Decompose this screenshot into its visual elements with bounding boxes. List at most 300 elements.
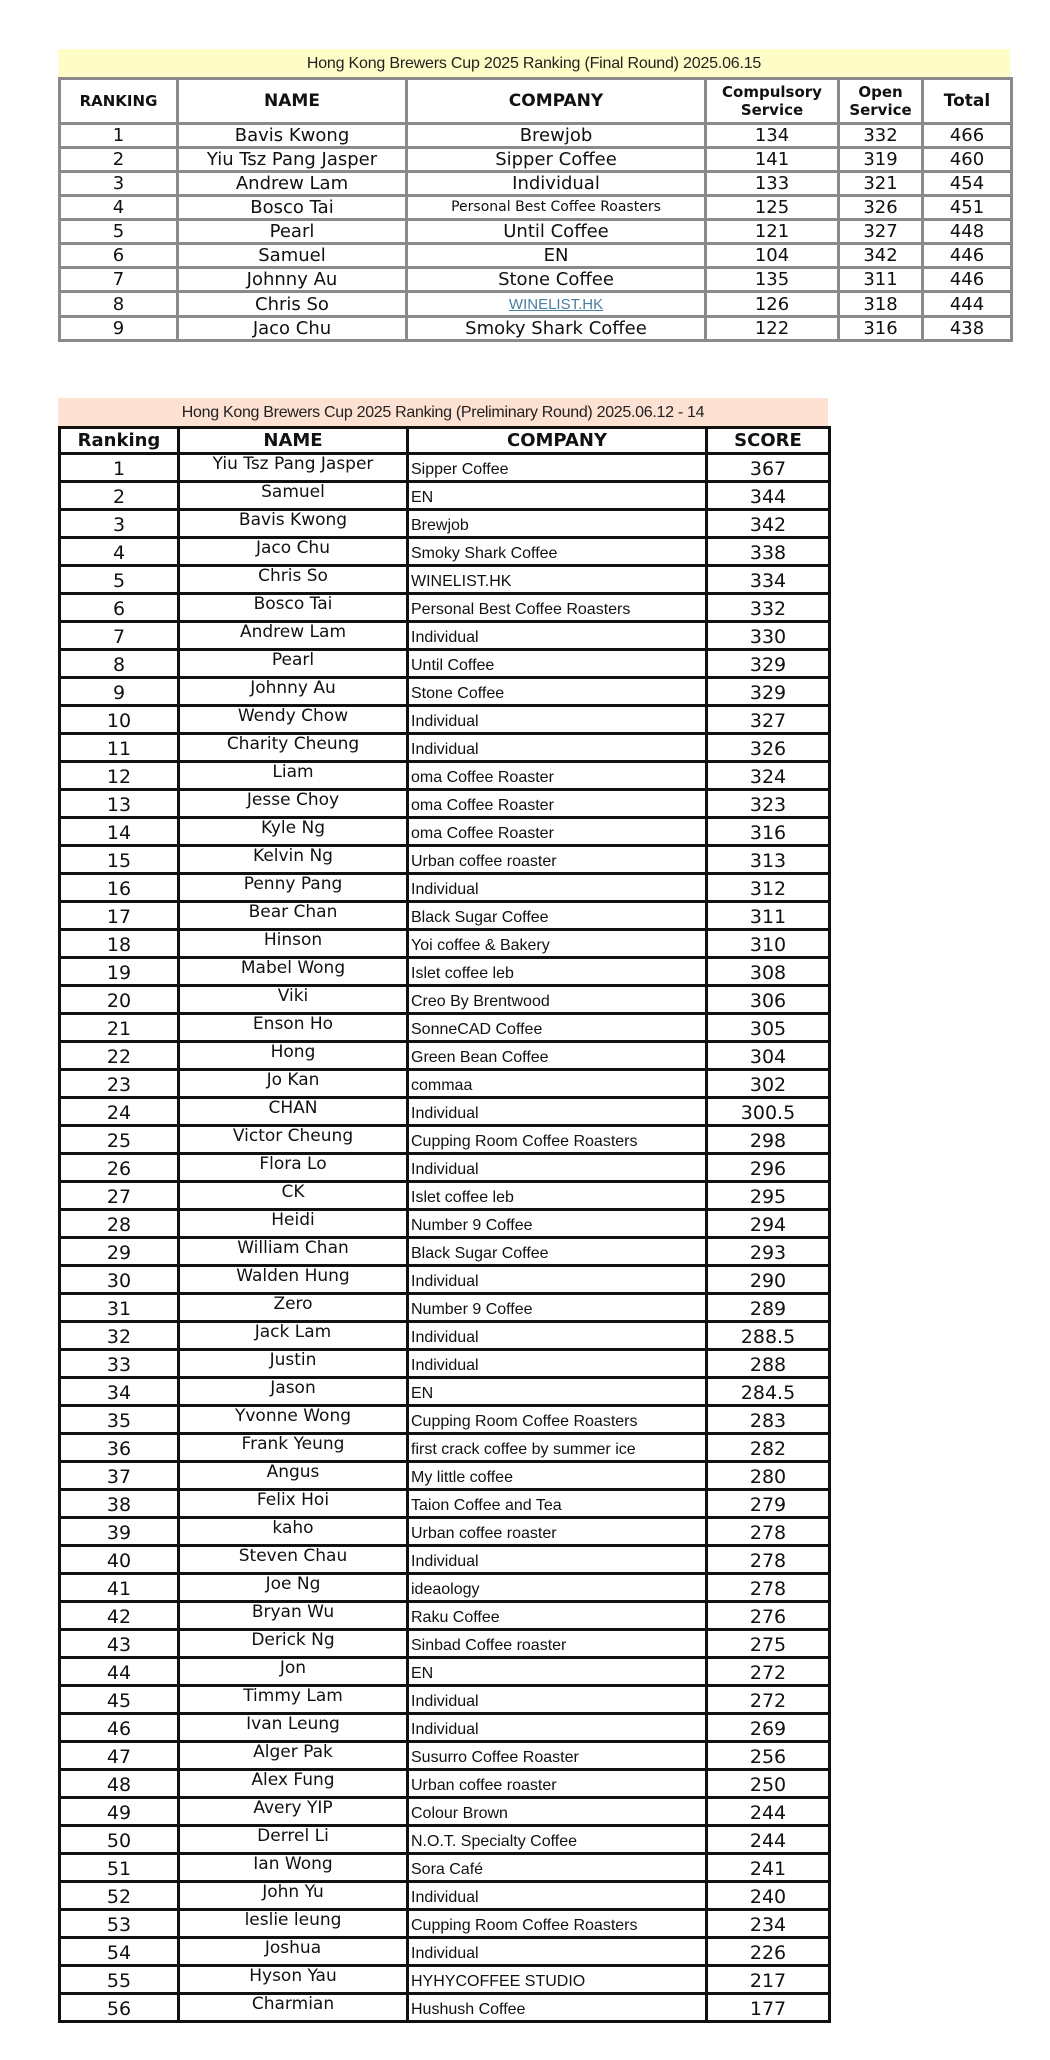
name-cell: Chris So [179, 566, 408, 594]
rank-cell: 5 [60, 220, 178, 244]
name-cell: Avery YIP [179, 1798, 408, 1826]
table-row [60, 268, 1012, 292]
total-score-cell: 446 [923, 268, 1012, 292]
rank-cell: 50 [60, 1826, 179, 1854]
name-cell: Wendy Chow [179, 706, 408, 734]
rank-cell: 48 [60, 1770, 179, 1798]
table-row [60, 1294, 830, 1322]
rank-cell: 27 [60, 1182, 179, 1210]
preliminary-round-body [60, 454, 830, 2022]
rank-cell: 45 [60, 1686, 179, 1714]
name-cell: Hyson Yau [179, 1966, 408, 1994]
rank-cell: 7 [60, 268, 178, 292]
name-cell: Timmy Lam [179, 1686, 408, 1714]
score-cell: 276 [707, 1602, 830, 1630]
compulsory-score-cell: 135 [706, 268, 839, 292]
table-row [60, 762, 830, 790]
company-cell: first crack coffee by summer ice [408, 1434, 707, 1462]
table-row [60, 1070, 830, 1098]
name-cell: Kyle Ng [179, 818, 408, 846]
company-cell: Individual [408, 1938, 707, 1966]
score-cell: 278 [707, 1518, 830, 1546]
table-row [60, 482, 830, 510]
rank-cell: 13 [60, 790, 179, 818]
table-row [60, 1854, 830, 1882]
company-cell: EN [408, 1378, 707, 1406]
table-row [60, 1882, 830, 1910]
company-cell: Cupping Room Coffee Roasters [408, 1126, 707, 1154]
score-cell: 310 [707, 930, 830, 958]
table-row [60, 1798, 830, 1826]
rank-cell: 14 [60, 818, 179, 846]
rank-cell: 3 [60, 510, 179, 538]
rank-cell: 6 [60, 594, 179, 622]
score-cell: 329 [707, 678, 830, 706]
table-row [60, 510, 830, 538]
score-cell: 272 [707, 1686, 830, 1714]
header-score: SCORE [707, 428, 830, 454]
score-cell: 217 [707, 1966, 830, 1994]
company-cell: ideaology [408, 1574, 707, 1602]
name-cell: Charmian [179, 1994, 408, 2022]
company-cell: Until Coffee [408, 650, 707, 678]
company-cell [407, 292, 706, 317]
rank-cell: 43 [60, 1630, 179, 1658]
score-cell: 332 [707, 594, 830, 622]
table-row [60, 1406, 830, 1434]
header-compulsory-line1: Compulsory [722, 83, 822, 101]
company-cell: Hushush Coffee [408, 1994, 707, 2022]
rank-cell: 53 [60, 1910, 179, 1938]
name-cell: Johnny Au [178, 268, 407, 292]
name-cell: Pearl [178, 220, 407, 244]
company-cell: Personal Best Coffee Roasters [408, 594, 707, 622]
table-row [60, 734, 830, 762]
open-score-cell: 319 [839, 148, 923, 172]
company-cell: EN [408, 1658, 707, 1686]
name-cell: Joshua [179, 1938, 408, 1966]
rank-cell: 25 [60, 1126, 179, 1154]
score-cell: 288 [707, 1350, 830, 1378]
open-score-cell: 332 [839, 124, 923, 148]
preliminary-round-title: Hong Kong Brewers Cup 2025 Ranking (Preliminary Round) 2025.06.12 - 14 [58, 398, 828, 426]
name-cell: Yiu Tsz Pang Jasper [178, 148, 407, 172]
company-link[interactable]: WINELIST.HK [508, 296, 604, 313]
open-score-cell: 311 [839, 268, 923, 292]
name-cell: Charity Cheung [179, 734, 408, 762]
final-round-table [58, 77, 1013, 342]
prelim-header-row [60, 428, 830, 454]
score-cell: 323 [707, 790, 830, 818]
header-name: NAME [178, 79, 407, 124]
rank-cell: 22 [60, 1042, 179, 1070]
name-cell: Bear Chan [179, 902, 408, 930]
score-cell: 240 [707, 1882, 830, 1910]
preliminary-round-table [58, 426, 831, 2023]
rank-cell: 5 [60, 566, 179, 594]
rank-cell: 34 [60, 1378, 179, 1406]
table-row [60, 790, 830, 818]
name-cell: Viki [179, 986, 408, 1014]
company-cell: HYHYCOFFEE STUDIO [408, 1966, 707, 1994]
rank-cell: 11 [60, 734, 179, 762]
name-cell: Ivan Leung [179, 1714, 408, 1742]
rank-cell: 3 [60, 172, 178, 196]
score-cell: 296 [707, 1154, 830, 1182]
table-row [60, 678, 830, 706]
company-cell: Sinbad Coffee roaster [408, 1630, 707, 1658]
rank-cell: 40 [60, 1546, 179, 1574]
rank-cell: 23 [60, 1070, 179, 1098]
table-row [60, 1630, 830, 1658]
score-cell: 305 [707, 1014, 830, 1042]
rank-cell: 29 [60, 1238, 179, 1266]
name-cell: Hong [179, 1042, 408, 1070]
table-row [60, 317, 1012, 341]
table-row [60, 1826, 830, 1854]
name-cell: Kelvin Ng [179, 846, 408, 874]
score-cell: 300.5 [707, 1098, 830, 1126]
score-cell: 312 [707, 874, 830, 902]
name-cell: Victor Cheung [179, 1126, 408, 1154]
compulsory-score-cell: 126 [706, 292, 839, 317]
header-company: COMPANY [408, 428, 707, 454]
company-cell: Until Coffee [407, 220, 706, 244]
name-cell: CHAN [179, 1098, 408, 1126]
name-cell: Hinson [179, 930, 408, 958]
table-row [60, 220, 1012, 244]
score-cell: 234 [707, 1910, 830, 1938]
header-ranking: Ranking [60, 428, 179, 454]
name-cell: Andrew Lam [179, 622, 408, 650]
rank-cell: 2 [60, 482, 179, 510]
company-cell: Number 9 Coffee [408, 1294, 707, 1322]
name-cell: William Chan [179, 1238, 408, 1266]
name-cell: kaho [179, 1518, 408, 1546]
name-cell: Samuel [178, 244, 407, 268]
company-cell: Individual [408, 1714, 707, 1742]
table-row [60, 650, 830, 678]
company-cell: Brewjob [407, 124, 706, 148]
company-cell: EN [408, 482, 707, 510]
final-round-body [60, 124, 1012, 341]
table-row [60, 1238, 830, 1266]
open-score-cell: 327 [839, 220, 923, 244]
score-cell: 342 [707, 510, 830, 538]
company-cell: Smoky Shark Coffee [407, 317, 706, 341]
table-row [60, 1546, 830, 1574]
company-cell: Individual [408, 1546, 707, 1574]
header-open-service [839, 79, 923, 124]
rank-cell: 28 [60, 1210, 179, 1238]
name-cell: leslie leung [179, 1910, 408, 1938]
score-cell: 278 [707, 1546, 830, 1574]
table-row [60, 930, 830, 958]
name-cell: Jaco Chu [178, 317, 407, 341]
rank-cell: 52 [60, 1882, 179, 1910]
rank-cell: 51 [60, 1854, 179, 1882]
score-cell: 316 [707, 818, 830, 846]
company-cell: Individual [408, 1350, 707, 1378]
company-cell: Creo By Brentwood [408, 986, 707, 1014]
name-cell: Heidi [179, 1210, 408, 1238]
name-cell: Bavis Kwong [179, 510, 408, 538]
table-row [60, 1770, 830, 1798]
name-cell: Jason [179, 1378, 408, 1406]
name-cell: Samuel [179, 482, 408, 510]
score-cell: 367 [707, 454, 830, 482]
name-cell: Yvonne Wong [179, 1406, 408, 1434]
final-round-title: Hong Kong Brewers Cup 2025 Ranking (Final Round) 2025.06.15 [58, 49, 1010, 77]
table-row [60, 292, 1012, 317]
table-row [60, 1966, 830, 1994]
compulsory-score-cell: 104 [706, 244, 839, 268]
name-cell: Jesse Choy [179, 790, 408, 818]
score-cell: 282 [707, 1434, 830, 1462]
open-score-cell: 316 [839, 317, 923, 341]
name-cell: Zero [179, 1294, 408, 1322]
header-ranking: RANKING [60, 79, 178, 124]
name-cell: John Yu [179, 1882, 408, 1910]
name-cell: Felix Hoi [179, 1490, 408, 1518]
rank-cell: 42 [60, 1602, 179, 1630]
name-cell: Justin [179, 1350, 408, 1378]
rank-cell: 56 [60, 1994, 179, 2022]
name-cell: Steven Chau [179, 1546, 408, 1574]
rank-cell: 47 [60, 1742, 179, 1770]
name-cell: Frank Yeung [179, 1434, 408, 1462]
table-row [60, 1574, 830, 1602]
score-cell: 306 [707, 986, 830, 1014]
company-cell: Urban coffee roaster [408, 1518, 707, 1546]
table-row [60, 1350, 830, 1378]
name-cell: Angus [179, 1462, 408, 1490]
rank-cell: 55 [60, 1966, 179, 1994]
score-cell: 280 [707, 1462, 830, 1490]
rank-cell: 36 [60, 1434, 179, 1462]
rank-cell: 12 [60, 762, 179, 790]
open-score-cell: 321 [839, 172, 923, 196]
rank-cell: 24 [60, 1098, 179, 1126]
company-cell: Taion Coffee and Tea [408, 1490, 707, 1518]
header-compulsory-line2: Service [740, 101, 804, 119]
name-cell: Jaco Chu [179, 538, 408, 566]
table-row [60, 1322, 830, 1350]
compulsory-score-cell: 121 [706, 220, 839, 244]
score-cell: 250 [707, 1770, 830, 1798]
open-score-cell: 318 [839, 292, 923, 317]
company-cell: Number 9 Coffee [408, 1210, 707, 1238]
score-cell: 275 [707, 1630, 830, 1658]
score-cell: 244 [707, 1826, 830, 1854]
company-cell: Stone Coffee [408, 678, 707, 706]
name-cell: Flora Lo [179, 1154, 408, 1182]
rank-cell: 2 [60, 148, 178, 172]
table-row [60, 1126, 830, 1154]
score-cell: 344 [707, 482, 830, 510]
company-cell: Black Sugar Coffee [408, 902, 707, 930]
rank-cell: 39 [60, 1518, 179, 1546]
table-row [60, 986, 830, 1014]
score-cell: 313 [707, 846, 830, 874]
table-row [60, 1378, 830, 1406]
rank-cell: 37 [60, 1462, 179, 1490]
company-cell: Individual [408, 1154, 707, 1182]
score-cell: 302 [707, 1070, 830, 1098]
table-row [60, 874, 830, 902]
company-cell: Raku Coffee [408, 1602, 707, 1630]
company-cell: Individual [408, 734, 707, 762]
score-cell: 334 [707, 566, 830, 594]
rank-cell: 4 [60, 196, 178, 220]
table-row [60, 1994, 830, 2022]
company-cell: Individual [407, 172, 706, 196]
compulsory-score-cell: 122 [706, 317, 839, 341]
rank-cell: 19 [60, 958, 179, 986]
score-cell: 329 [707, 650, 830, 678]
name-cell: Enson Ho [179, 1014, 408, 1042]
name-cell: Mabel Wong [179, 958, 408, 986]
score-cell: 269 [707, 1714, 830, 1742]
table-row [60, 538, 830, 566]
score-cell: 279 [707, 1490, 830, 1518]
score-cell: 284.5 [707, 1378, 830, 1406]
name-cell: Bosco Tai [179, 594, 408, 622]
table-row [60, 1742, 830, 1770]
header-name: NAME [179, 428, 408, 454]
table-row [60, 1490, 830, 1518]
name-cell: Liam [179, 762, 408, 790]
table-row [60, 902, 830, 930]
compulsory-score-cell: 134 [706, 124, 839, 148]
company-cell: Individual [408, 1322, 707, 1350]
score-cell: 272 [707, 1658, 830, 1686]
score-cell: 327 [707, 706, 830, 734]
name-cell: Chris So [178, 292, 407, 317]
company-cell: Smoky Shark Coffee [408, 538, 707, 566]
header-compulsory-service [706, 79, 839, 124]
company-cell: My little coffee [408, 1462, 707, 1490]
score-cell: 294 [707, 1210, 830, 1238]
rank-cell: 1 [60, 124, 178, 148]
total-score-cell: 444 [923, 292, 1012, 317]
company-cell: Islet coffee leb [408, 958, 707, 986]
total-score-cell: 438 [923, 317, 1012, 341]
company-cell: Islet coffee leb [408, 1182, 707, 1210]
name-cell: Penny Pang [179, 874, 408, 902]
table-row [60, 1098, 830, 1126]
name-cell: Joe Ng [179, 1574, 408, 1602]
open-score-cell: 326 [839, 196, 923, 220]
rank-cell: 4 [60, 538, 179, 566]
final-round-section [58, 49, 1010, 342]
rank-cell: 49 [60, 1798, 179, 1826]
rank-cell: 6 [60, 244, 178, 268]
name-cell: Jo Kan [179, 1070, 408, 1098]
table-row [60, 706, 830, 734]
score-cell: 338 [707, 538, 830, 566]
table-row [60, 1518, 830, 1546]
company-cell: oma Coffee Roaster [408, 762, 707, 790]
compulsory-score-cell: 141 [706, 148, 839, 172]
table-row [60, 124, 1012, 148]
rank-cell: 46 [60, 1714, 179, 1742]
company-cell: Black Sugar Coffee [408, 1238, 707, 1266]
table-row [60, 1714, 830, 1742]
rank-cell: 8 [60, 292, 178, 317]
score-cell: 241 [707, 1854, 830, 1882]
compulsory-score-cell: 133 [706, 172, 839, 196]
score-cell: 177 [707, 1994, 830, 2022]
rank-cell: 31 [60, 1294, 179, 1322]
score-cell: 295 [707, 1182, 830, 1210]
table-row [60, 244, 1012, 268]
name-cell: Derrel Li [179, 1826, 408, 1854]
table-row [60, 1434, 830, 1462]
total-score-cell: 466 [923, 124, 1012, 148]
rank-cell: 10 [60, 706, 179, 734]
score-cell: 326 [707, 734, 830, 762]
compulsory-score-cell: 125 [706, 196, 839, 220]
score-cell: 290 [707, 1266, 830, 1294]
table-row [60, 1462, 830, 1490]
table-row [60, 1266, 830, 1294]
table-row [60, 1014, 830, 1042]
score-cell: 244 [707, 1798, 830, 1826]
name-cell: Bavis Kwong [178, 124, 407, 148]
company-cell: Urban coffee roaster [408, 1770, 707, 1798]
company-cell: Individual [408, 706, 707, 734]
table-row [60, 1658, 830, 1686]
rank-cell: 1 [60, 454, 179, 482]
preliminary-round-section [58, 398, 828, 2023]
table-row [60, 1042, 830, 1070]
rank-cell: 15 [60, 846, 179, 874]
total-score-cell: 448 [923, 220, 1012, 244]
company-cell: Cupping Room Coffee Roasters [408, 1910, 707, 1938]
score-cell: 289 [707, 1294, 830, 1322]
table-row [60, 594, 830, 622]
score-cell: 311 [707, 902, 830, 930]
table-row [60, 1686, 830, 1714]
rank-cell: 17 [60, 902, 179, 930]
rank-cell: 35 [60, 1406, 179, 1434]
name-cell: Andrew Lam [178, 172, 407, 196]
table-row [60, 622, 830, 650]
table-row [60, 1210, 830, 1238]
company-cell: EN [407, 244, 706, 268]
rank-cell: 32 [60, 1322, 179, 1350]
total-score-cell: 460 [923, 148, 1012, 172]
table-row [60, 196, 1012, 220]
company-cell: Colour Brown [408, 1798, 707, 1826]
score-cell: 330 [707, 622, 830, 650]
name-cell: Yiu Tsz Pang Jasper [179, 454, 408, 482]
name-cell: Bosco Tai [178, 196, 407, 220]
company-cell: N.O.T. Specialty Coffee [408, 1826, 707, 1854]
score-cell: 308 [707, 958, 830, 986]
name-cell: Pearl [179, 650, 408, 678]
name-cell: Ian Wong [179, 1854, 408, 1882]
final-header-row [60, 79, 1012, 124]
score-cell: 283 [707, 1406, 830, 1434]
table-row [60, 172, 1012, 196]
score-cell: 256 [707, 1742, 830, 1770]
company-cell: Individual [408, 1686, 707, 1714]
score-cell: 293 [707, 1238, 830, 1266]
rank-cell: 8 [60, 650, 179, 678]
header-open-line2: Service [849, 101, 912, 119]
